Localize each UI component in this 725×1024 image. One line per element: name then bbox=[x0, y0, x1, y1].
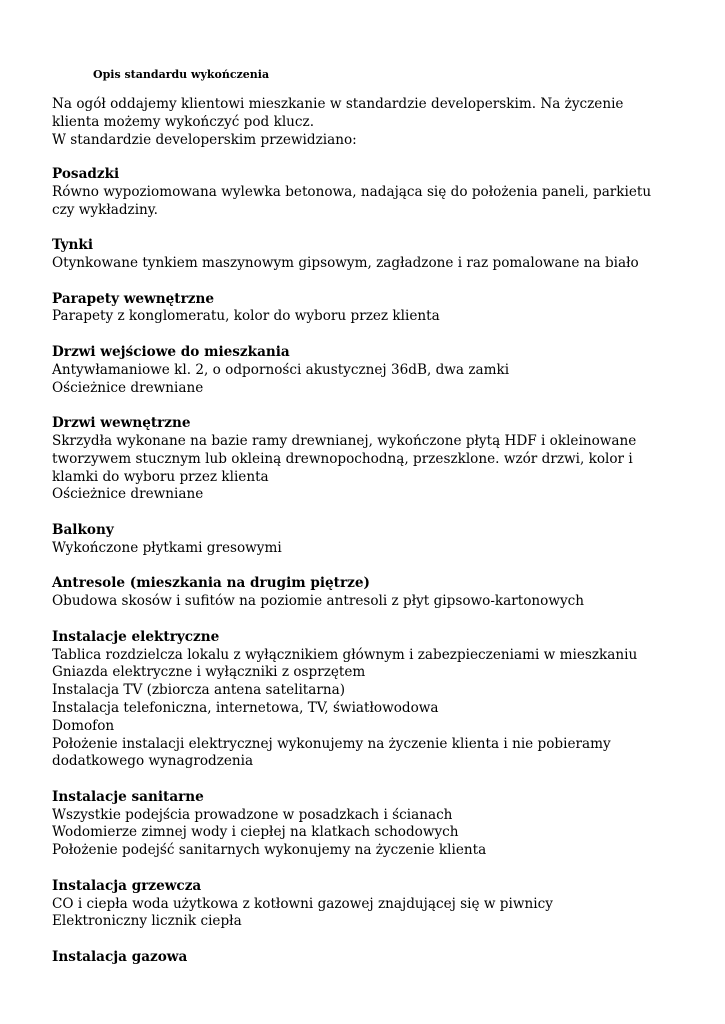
section-instalacja-grzewcza bbox=[52, 878, 672, 931]
section-drzwi-wejsciowe bbox=[52, 344, 672, 397]
section-line: Obudowa skosów i sufitów na poziomie antresoli z płyt gipsowo-kartonowych bbox=[52, 593, 585, 610]
section-line: Otynkowane tynkiem maszynowym gipsowym, zagładzone i raz pomalowane na biało bbox=[52, 254, 639, 271]
section-line: Gniazda elektryczne i wyłączniki z osprzętem bbox=[52, 664, 366, 681]
section-heading: Instalacje sanitarne bbox=[52, 788, 204, 805]
section-line: Wykończone płytkami gresowymi bbox=[52, 539, 282, 556]
intro-paragraph: W standardzie developerskim przewidziano: bbox=[52, 131, 357, 148]
section-line: Domofon bbox=[52, 717, 115, 734]
section-line: Położenie podejść sanitarnych wykonujemy na życzenie klienta bbox=[52, 842, 487, 859]
section-line: Instalacja TV (zbiorcza antena satelitarna) bbox=[52, 682, 346, 699]
section-line: Elektroniczny licznik ciepła bbox=[52, 913, 242, 930]
section-heading: Parapety wewnętrzne bbox=[52, 290, 214, 307]
intro-paragraph: Na ogół oddajemy klientowi mieszkanie w standardzie developerskim. Na życzenie klienta możemy wykończyć pod klucz. bbox=[52, 96, 624, 130]
document-title: Opis standardu wykończenia bbox=[93, 68, 270, 81]
section-posadzki bbox=[52, 166, 672, 219]
section-balkony bbox=[52, 522, 672, 558]
section-heading: Instalacja gazowa bbox=[52, 949, 188, 966]
section-antresole bbox=[52, 575, 672, 611]
section-drzwi-wewnetrzne bbox=[52, 415, 672, 504]
section-line: Parapety z konglomeratu, kolor do wyboru przez klienta bbox=[52, 308, 440, 325]
section-tynki bbox=[52, 237, 672, 273]
section-heading: Tynki bbox=[52, 237, 93, 254]
section-heading: Instalacje elektryczne bbox=[52, 628, 220, 645]
section-line: Skrzydła wykonane na bazie ramy drewnianej, wykończone płytą HDF i okleinowane tworzywem stucznym lub okleiną drewnopochodną, przeszklone. wzór drzwi, kolor i klamki do wyboru przez klienta bbox=[52, 432, 637, 485]
section-line: Antywłamaniowe kl. 2, o odporności akustycznej 36dB, dwa zamki bbox=[52, 361, 510, 378]
section-line: Instalacja telefoniczna, internetowa, TV, światłowodowa bbox=[52, 699, 439, 716]
section-instalacje-sanitarne bbox=[52, 789, 672, 860]
section-line: Położenie instalacji elektrycznej wykonujemy na życzenie klienta i nie pobieramy dodatkowego wynagrodzenia bbox=[52, 735, 611, 770]
section-line: Równo wypoziomowana wylewka betonowa, nadająca się do położenia paneli, parkietu czy wykładziny. bbox=[52, 183, 652, 218]
section-parapety bbox=[52, 291, 672, 327]
section-heading: Drzwi wewnętrzne bbox=[52, 415, 191, 432]
section-line: Tablica rozdzielcza lokalu z wyłącznikiem głównym i zabezpieczeniami w mieszkaniu bbox=[52, 646, 638, 663]
section-instalacja-gazowa bbox=[52, 949, 672, 967]
section-heading: Posadzki bbox=[52, 166, 120, 182]
sections bbox=[52, 166, 672, 985]
section-line: Ościeżnice drewniane bbox=[52, 379, 204, 396]
intro bbox=[52, 96, 672, 149]
section-line: CO i ciepła woda użytkowa z kotłowni gazowej znajdującej się w piwnicy bbox=[52, 895, 553, 912]
section-heading: Instalacja grzewcza bbox=[52, 877, 202, 894]
section-heading: Antresole (mieszkania na drugim piętrze) bbox=[52, 575, 370, 592]
section-heading: Balkony bbox=[52, 521, 114, 538]
section-line: Ościeżnice drewniane bbox=[52, 486, 204, 503]
section-instalacje-elektryczne bbox=[52, 629, 672, 771]
section-heading: Drzwi wejściowe do mieszkania bbox=[52, 343, 290, 360]
section-line: Wszystkie podejścia prowadzone w posadzkach i ścianach bbox=[52, 806, 453, 823]
section-line: Wodomierze zimnej wody i ciepłej na klatkach schodowych bbox=[52, 824, 459, 841]
